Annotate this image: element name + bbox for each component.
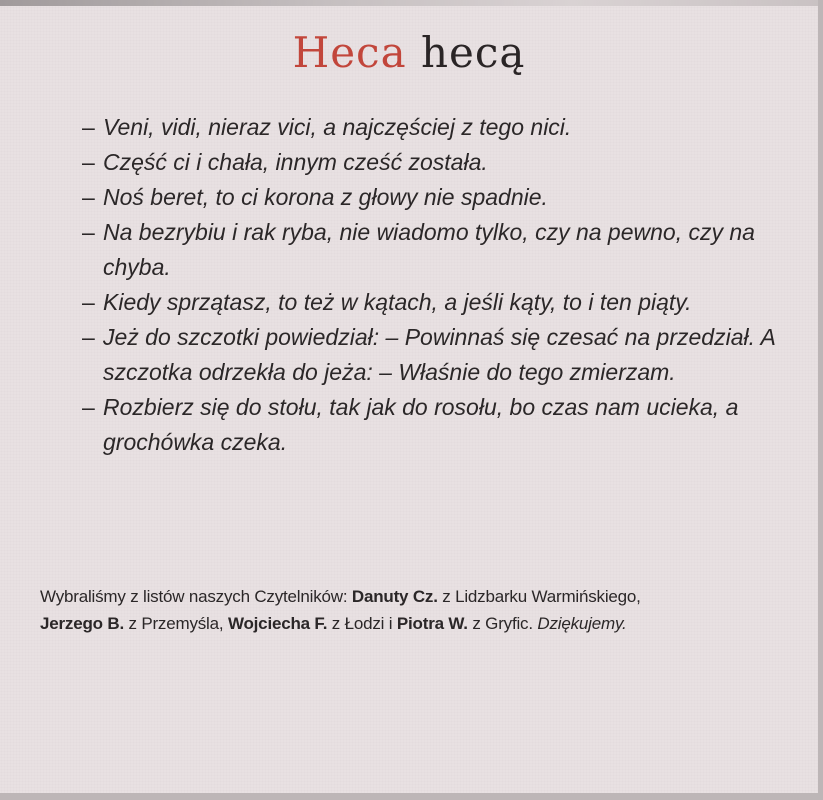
sayings-list bbox=[82, 110, 782, 460]
credit-name-2: Jerzego B. bbox=[40, 614, 124, 633]
saying-item bbox=[82, 320, 782, 390]
top-edge-strip bbox=[0, 0, 818, 6]
saying-item bbox=[82, 145, 782, 180]
saying-item bbox=[82, 110, 782, 145]
credit-name-4: Piotra W. bbox=[396, 614, 468, 633]
saying-text: Veni, vidi, nieraz vici, a najczęściej z tego nici. bbox=[103, 114, 572, 140]
credits-intro: Wybraliśmy z listów naszych Czytelników: bbox=[40, 587, 352, 606]
saying-item bbox=[82, 180, 782, 215]
reader-credits bbox=[40, 583, 800, 637]
saying-dash: – bbox=[82, 114, 95, 140]
credit-place-1: z Lidzbarku Warmińskiego, bbox=[437, 587, 641, 606]
saying-text: Na bezrybiu i rak ryba, nie wiadomo tylko, czy na pewno, czy na chyba. bbox=[103, 219, 755, 280]
title-accent-word: Heca bbox=[292, 28, 407, 77]
saying-item bbox=[82, 390, 782, 460]
saying-dash: – bbox=[82, 184, 95, 210]
saying-dash: – bbox=[82, 149, 95, 175]
saying-text: Kiedy sprzątasz, to też w kątach, a jeśli kąty, to i ten piąty. bbox=[103, 289, 692, 315]
article-title bbox=[0, 30, 818, 76]
saying-text: Rozbierz się do stołu, tak jak do rosołu, bo czas nam ucieka, a grochówka czeka. bbox=[103, 394, 739, 455]
credit-name-1: Danuty Cz. bbox=[351, 587, 438, 606]
saying-dash: – bbox=[82, 324, 95, 350]
saying-dash: – bbox=[82, 219, 95, 245]
saying-item bbox=[82, 215, 782, 285]
saying-text: Jeż do szczotki powiedział: – Powinnaś się czesać na przedział. A szczotka odrzekła do jeża: – Właśnie do tego zmierzam. bbox=[103, 324, 776, 385]
credit-name-3: Wojciecha F. bbox=[227, 614, 328, 633]
saying-text: Noś beret, to ci korona z głowy nie spadnie. bbox=[103, 184, 548, 210]
saying-text: Część ci i chała, innym cześć została. bbox=[103, 149, 488, 175]
credit-place-4: z Gryfic. bbox=[467, 614, 538, 633]
saying-dash: – bbox=[82, 394, 95, 420]
title-rest: hecą bbox=[420, 28, 526, 77]
credits-thanks: Dziękujemy. bbox=[537, 614, 627, 633]
saying-item bbox=[82, 285, 782, 320]
credit-place-2: z Przemyśla, bbox=[123, 614, 228, 633]
saying-dash: – bbox=[82, 289, 95, 315]
credit-place-3: z Łodzi i bbox=[327, 614, 397, 633]
